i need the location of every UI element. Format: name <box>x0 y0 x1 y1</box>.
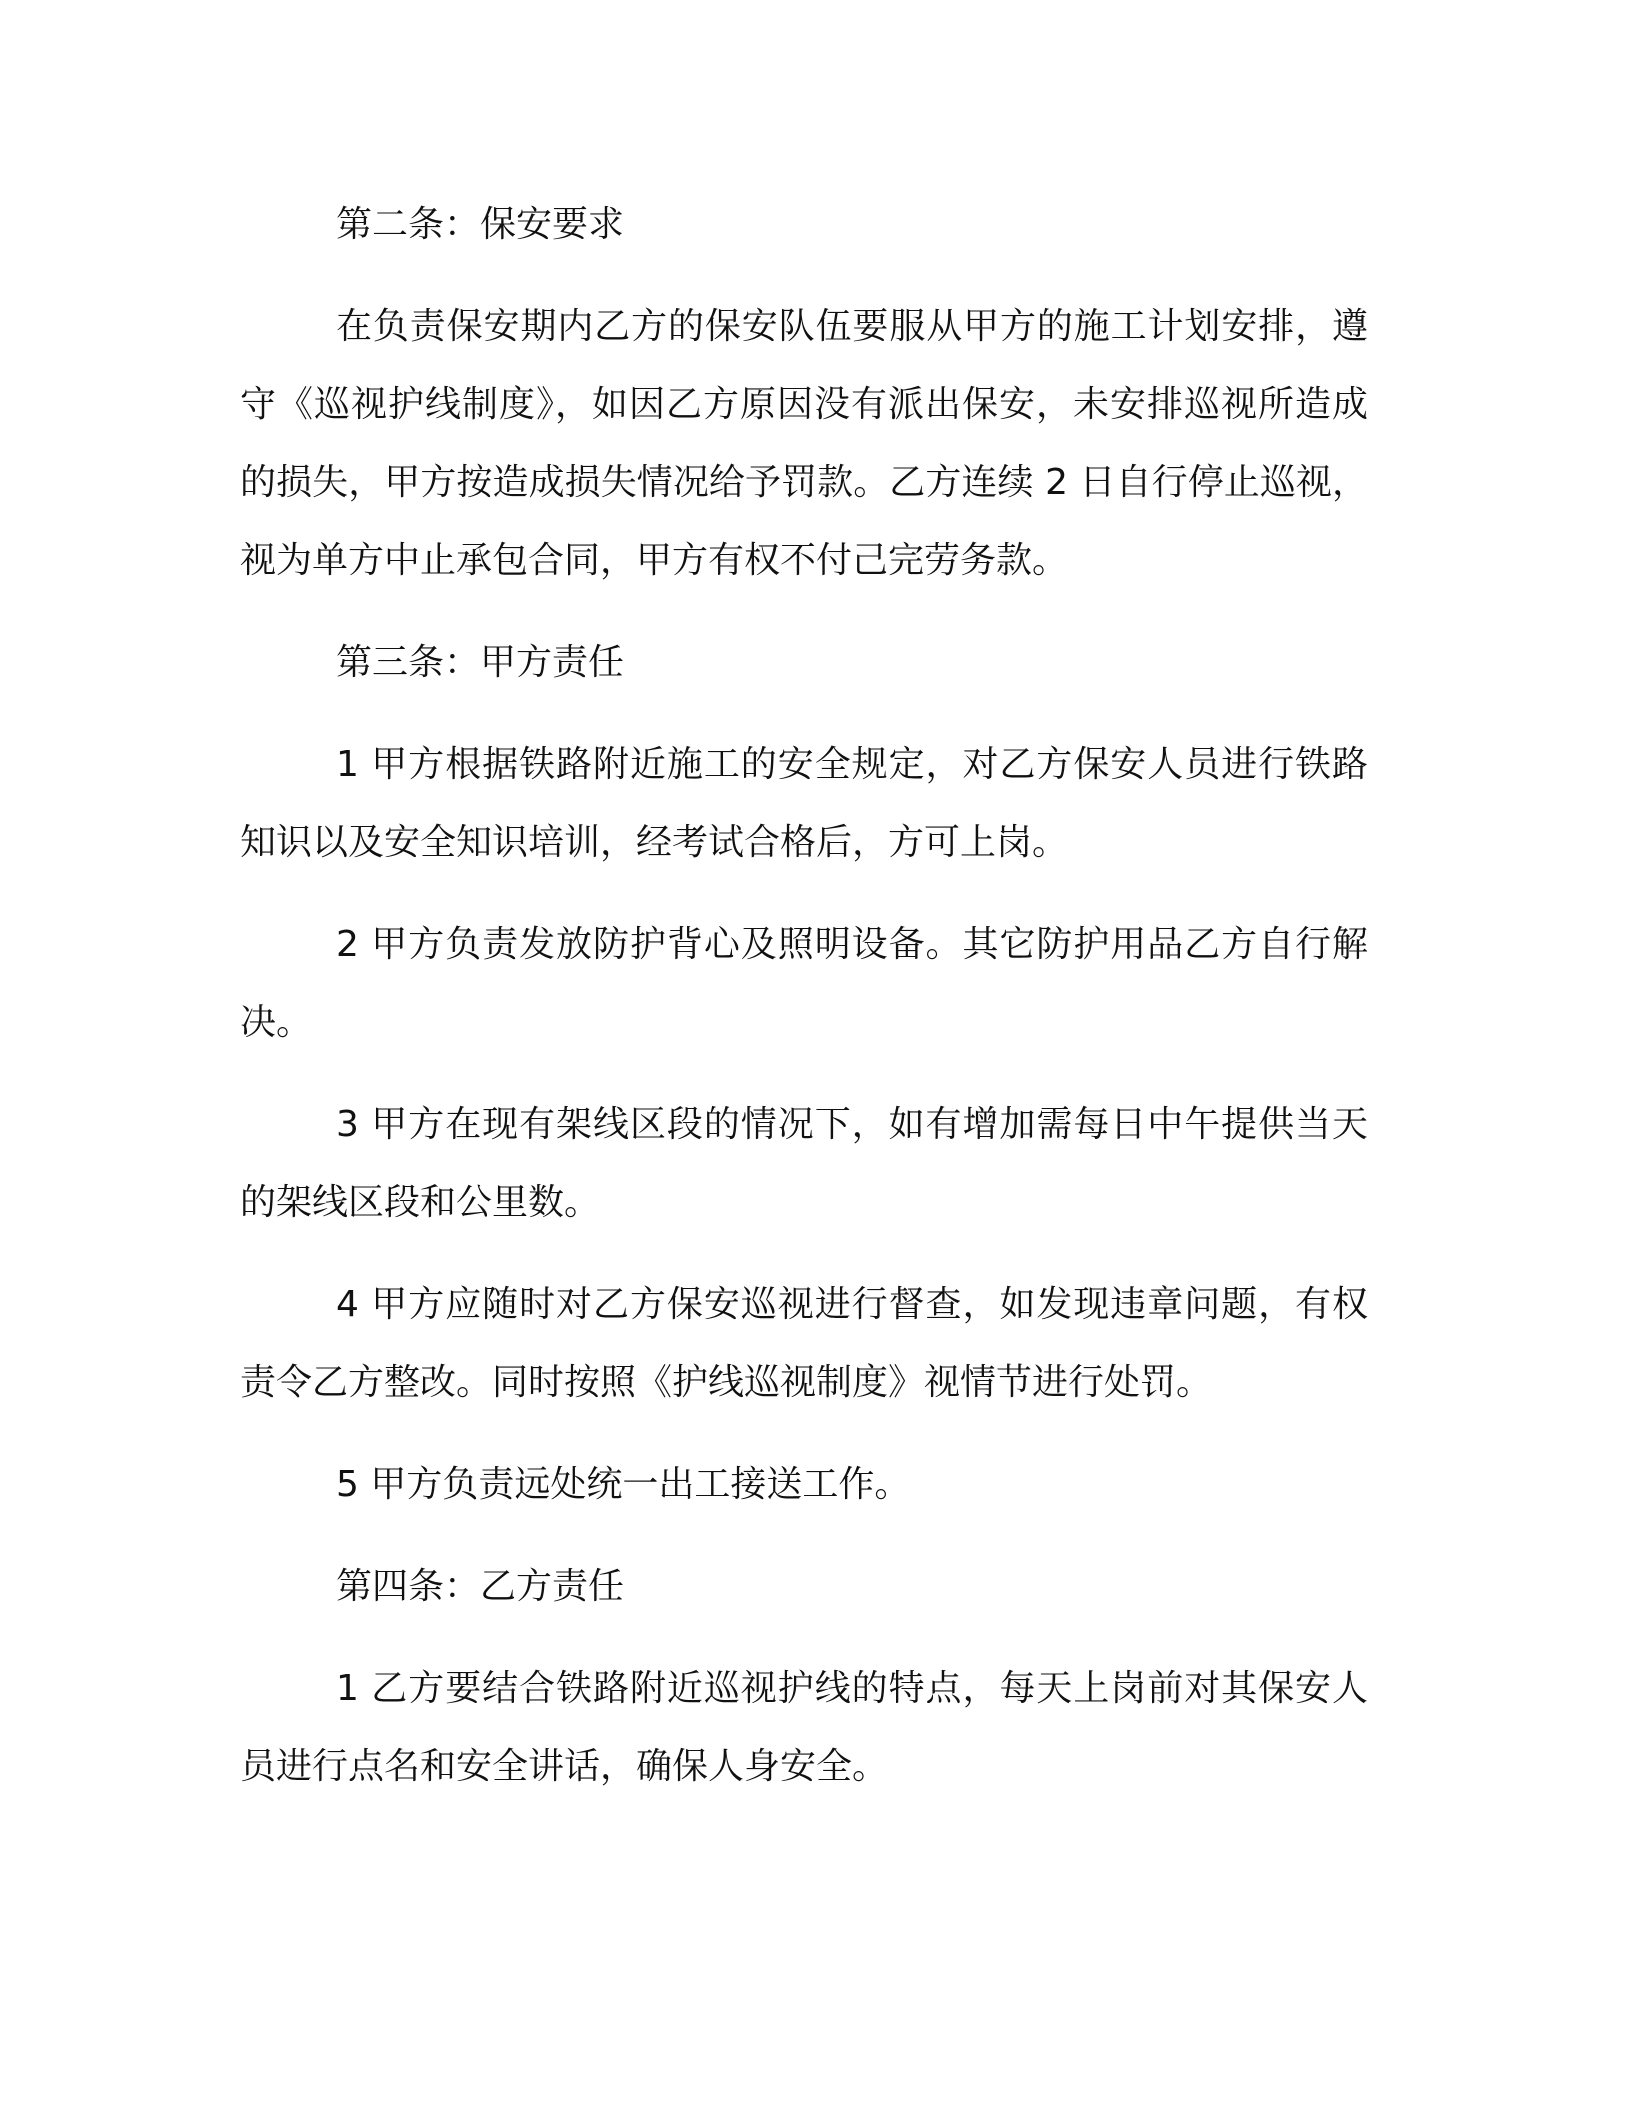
article-3-item-2: 2 甲方负责发放防护背心及照明设备。其它防护用品乙方自行解决。 <box>240 924 1368 1043</box>
article-4-heading: 第四条：乙方责任 <box>336 1566 625 1607</box>
article-3-item-3: 3 甲方在现有架线区段的情况下，如有增加需每日中午提供当天的架线区段和公里数。 <box>240 1104 1368 1223</box>
article-3-heading: 第三条：甲方责任 <box>336 642 625 683</box>
article-2-paragraph: 在负责保安期内乙方的保安队伍要服从甲方的施工计划安排，遵守《巡视护线制度》，如因乙方原因没有派出保安，未安排巡视所造成的损失，甲方按造成损失情况给予罚款。乙方连续 2 日自行停止巡视，视为单方中止承包合同，甲方有权不付己完劳务款。 <box>240 306 1368 581</box>
document-body <box>240 186 1368 1830</box>
article-3-item-4: 4 甲方应随时对乙方保安巡视进行督查，如发现违章问题，有权责令乙方整改。同时按照《护线巡视制度》视情节进行处罚。 <box>240 1284 1368 1403</box>
article-4-item-1: 1 乙方要结合铁路附近巡视护线的特点，每天上岗前对其保安人员进行点名和安全讲话，确保人身安全。 <box>240 1668 1368 1787</box>
article-3-item-1: 1 甲方根据铁路附近施工的安全规定，对乙方保安人员进行铁路知识以及安全知识培训，经考试合格后，方可上岗。 <box>240 744 1368 863</box>
article-2-heading: 第二条：保安要求 <box>336 204 625 245</box>
article-3-item-5: 5 甲方负责远处统一出工接送工作。 <box>336 1464 911 1505</box>
